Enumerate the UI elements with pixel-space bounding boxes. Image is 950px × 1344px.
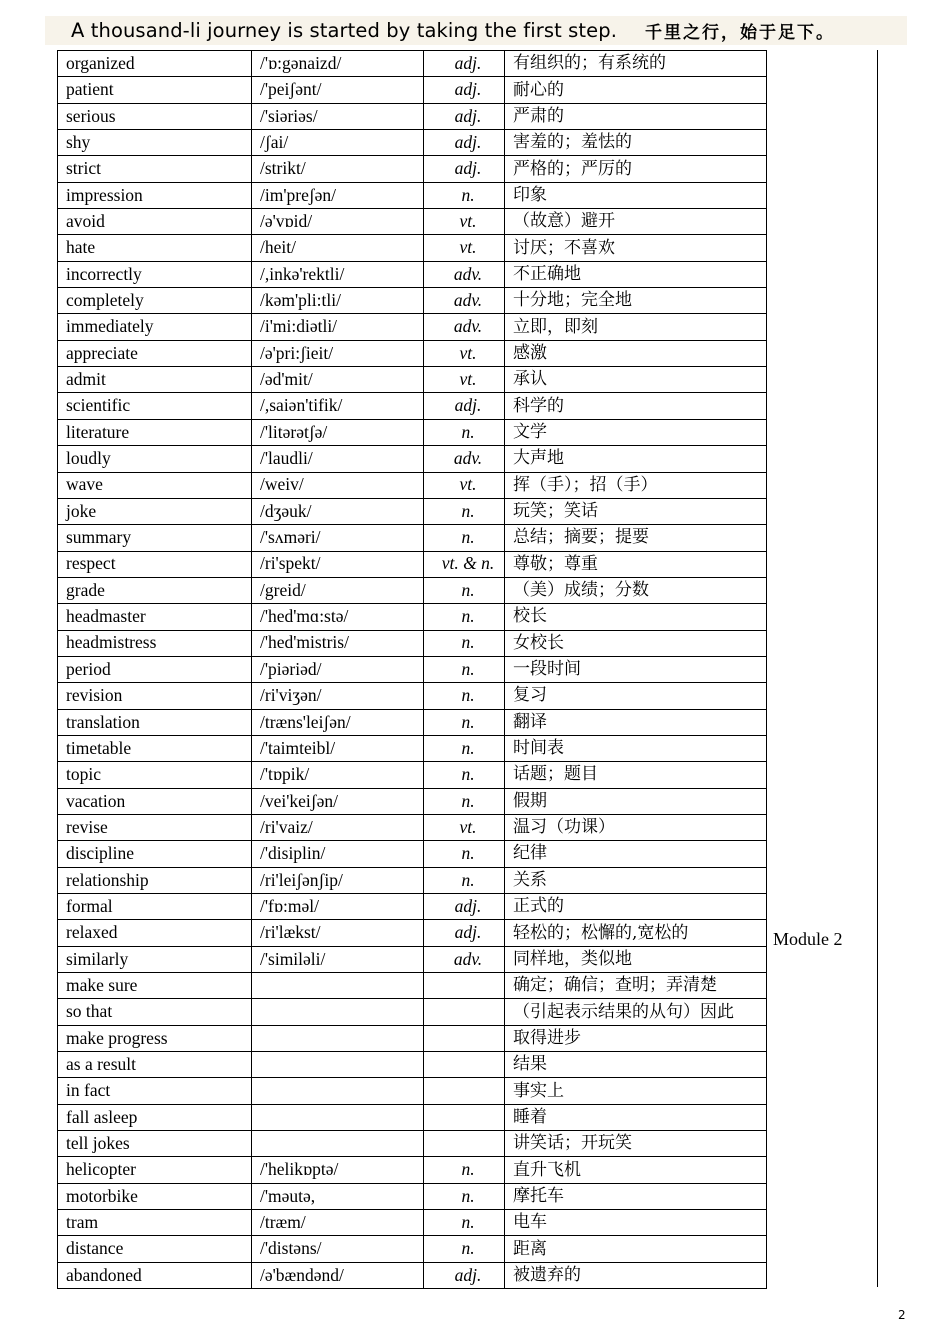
word-cell: distance (58, 1236, 252, 1262)
part-of-speech-cell: adv. (424, 446, 505, 472)
part-of-speech-cell: adj. (424, 156, 505, 182)
meaning-cell: 总结；摘要；提要 (505, 525, 767, 551)
table-row (58, 630, 767, 656)
meaning-cell: 时间表 (505, 735, 767, 761)
phonetic-cell (252, 1104, 424, 1130)
phonetic-cell: /'məutə, (252, 1183, 424, 1209)
part-of-speech-cell: adv. (424, 288, 505, 314)
table-row (58, 261, 767, 287)
word-cell: completely (58, 288, 252, 314)
meaning-cell: （美）成绩；分数 (505, 577, 767, 603)
word-cell: revise (58, 814, 252, 840)
phonetic-cell: /vei'keiʃən/ (252, 788, 424, 814)
meaning-cell: 确定；确信；查明；弄清楚 (505, 973, 767, 999)
phonetic-cell: /ə'vɒid/ (252, 209, 424, 235)
table-row (58, 525, 767, 551)
meaning-cell: 科学的 (505, 393, 767, 419)
phonetic-cell: /'similəli/ (252, 946, 424, 972)
table-row (58, 472, 767, 498)
part-of-speech-cell: n. (424, 735, 505, 761)
meaning-cell: 耐心的 (505, 77, 767, 103)
header-motto-english: A thousand-li journey is started by taking the first step. (71, 19, 618, 42)
table-row (58, 77, 767, 103)
phonetic-cell: /'hed'mɑ:stə/ (252, 604, 424, 630)
header-motto-chinese: 千里之行，始于足下。 (645, 23, 836, 43)
meaning-cell: 文学 (505, 419, 767, 445)
part-of-speech-cell: vt. (424, 235, 505, 261)
part-of-speech-cell: adj. (424, 1262, 505, 1288)
word-cell: similarly (58, 946, 252, 972)
table-row (58, 841, 767, 867)
word-cell: grade (58, 577, 252, 603)
table-row (58, 604, 767, 630)
phonetic-cell: /'piəriəd/ (252, 656, 424, 682)
word-cell: revision (58, 683, 252, 709)
table-row (58, 1236, 767, 1262)
phonetic-cell: /'litərətʃə/ (252, 419, 424, 445)
phonetic-cell: /i'mi:diətli/ (252, 314, 424, 340)
word-cell: as a result (58, 1052, 252, 1078)
part-of-speech-cell: n. (424, 498, 505, 524)
word-cell: vacation (58, 788, 252, 814)
part-of-speech-cell: adj. (424, 51, 505, 77)
meaning-cell: 轻松的；松懈的,宽松的 (505, 920, 767, 946)
meaning-cell: 严格的；严厉的 (505, 156, 767, 182)
table-row (58, 656, 767, 682)
meaning-cell: 害羞的；羞怯的 (505, 130, 767, 156)
table-row (58, 103, 767, 129)
phonetic-cell: /,inkə'rektli/ (252, 261, 424, 287)
meaning-cell: 温习（功课） (505, 814, 767, 840)
phonetic-cell: /ri'vaiz/ (252, 814, 424, 840)
meaning-cell: （故意）避开 (505, 209, 767, 235)
table-row (58, 1052, 767, 1078)
phonetic-cell: /'tɒpik/ (252, 762, 424, 788)
meaning-cell: 电车 (505, 1210, 767, 1236)
part-of-speech-cell: n. (424, 1183, 505, 1209)
table-row (58, 1131, 767, 1157)
part-of-speech-cell (424, 999, 505, 1025)
meaning-cell: 被遗弃的 (505, 1262, 767, 1288)
part-of-speech-cell: n. (424, 656, 505, 682)
meaning-cell: 严肃的 (505, 103, 767, 129)
table-row (58, 367, 767, 393)
table-row (58, 788, 767, 814)
word-cell: scientific (58, 393, 252, 419)
table-row (58, 1183, 767, 1209)
word-cell: relaxed (58, 920, 252, 946)
phonetic-cell: /'siəriəs/ (252, 103, 424, 129)
table-row (58, 973, 767, 999)
word-cell: discipline (58, 841, 252, 867)
word-cell: admit (58, 367, 252, 393)
part-of-speech-cell: n. (424, 1210, 505, 1236)
phonetic-cell: /'fɒ:məl/ (252, 894, 424, 920)
word-cell: patient (58, 77, 252, 103)
meaning-cell: 直升飞机 (505, 1157, 767, 1183)
phonetic-cell: /əd'mit/ (252, 367, 424, 393)
word-cell: formal (58, 894, 252, 920)
word-cell: headmaster (58, 604, 252, 630)
part-of-speech-cell (424, 973, 505, 999)
word-cell: immediately (58, 314, 252, 340)
page-number: 2 (898, 1308, 906, 1322)
phonetic-cell (252, 999, 424, 1025)
module-column-divider (877, 50, 878, 1287)
meaning-cell: 承认 (505, 367, 767, 393)
phonetic-cell: /greid/ (252, 577, 424, 603)
part-of-speech-cell: vt. (424, 367, 505, 393)
meaning-cell: 校长 (505, 604, 767, 630)
word-cell: make progress (58, 1025, 252, 1051)
meaning-cell: 取得进步 (505, 1025, 767, 1051)
meaning-cell: 不正确地 (505, 261, 767, 287)
phonetic-cell: /ə'bændənd/ (252, 1262, 424, 1288)
table-row (58, 393, 767, 419)
table-row (58, 1262, 767, 1288)
part-of-speech-cell: n. (424, 841, 505, 867)
part-of-speech-cell: n. (424, 1236, 505, 1262)
phonetic-cell: /ri'spekt/ (252, 551, 424, 577)
table-row (58, 551, 767, 577)
table-row (58, 209, 767, 235)
meaning-cell: 同样地，类似地 (505, 946, 767, 972)
phonetic-cell: /ri'viʒən/ (252, 683, 424, 709)
word-cell: translation (58, 709, 252, 735)
word-cell: period (58, 656, 252, 682)
table-row (58, 1025, 767, 1051)
table-row (58, 920, 767, 946)
word-cell: timetable (58, 735, 252, 761)
meaning-cell: 一段时间 (505, 656, 767, 682)
meaning-cell: 距离 (505, 1236, 767, 1262)
phonetic-cell: /ʃai/ (252, 130, 424, 156)
table-row (58, 156, 767, 182)
word-cell: make sure (58, 973, 252, 999)
meaning-cell: 感激 (505, 340, 767, 366)
phonetic-cell: /'ɒ:gənaizd/ (252, 51, 424, 77)
meaning-cell: 结果 (505, 1052, 767, 1078)
word-cell: summary (58, 525, 252, 551)
part-of-speech-cell: vt. (424, 814, 505, 840)
word-cell: in fact (58, 1078, 252, 1104)
table-row (58, 1157, 767, 1183)
phonetic-cell: /ri'lækst/ (252, 920, 424, 946)
word-cell: avoid (58, 209, 252, 235)
meaning-cell: 话题；题目 (505, 762, 767, 788)
part-of-speech-cell: adj. (424, 393, 505, 419)
phonetic-cell: /heit/ (252, 235, 424, 261)
table-row (58, 446, 767, 472)
part-of-speech-cell: n. (424, 419, 505, 445)
phonetic-cell: /,saiən'tifik/ (252, 393, 424, 419)
meaning-cell: 假期 (505, 788, 767, 814)
part-of-speech-cell: n. (424, 182, 505, 208)
word-cell: literature (58, 419, 252, 445)
word-cell: motorbike (58, 1183, 252, 1209)
word-cell: helicopter (58, 1157, 252, 1183)
word-cell: shy (58, 130, 252, 156)
meaning-cell: 复习 (505, 683, 767, 709)
meaning-cell: 女校长 (505, 630, 767, 656)
part-of-speech-cell: n. (424, 525, 505, 551)
word-cell: so that (58, 999, 252, 1025)
word-cell: joke (58, 498, 252, 524)
phonetic-cell: /strikt/ (252, 156, 424, 182)
word-cell: strict (58, 156, 252, 182)
part-of-speech-cell: adv. (424, 261, 505, 287)
part-of-speech-cell: n. (424, 867, 505, 893)
word-cell: incorrectly (58, 261, 252, 287)
table-row (58, 314, 767, 340)
phonetic-cell (252, 1025, 424, 1051)
word-cell: fall asleep (58, 1104, 252, 1130)
phonetic-cell (252, 1131, 424, 1157)
table-row (58, 130, 767, 156)
meaning-cell: 挥（手）；招（手） (505, 472, 767, 498)
phonetic-cell: /'helikɒptə/ (252, 1157, 424, 1183)
phonetic-cell: /weiv/ (252, 472, 424, 498)
table-row (58, 235, 767, 261)
table-row (58, 762, 767, 788)
phonetic-cell: /'taimteibl/ (252, 735, 424, 761)
word-cell: abandoned (58, 1262, 252, 1288)
phonetic-cell: /kəm'pli:tli/ (252, 288, 424, 314)
meaning-cell: 十分地；完全地 (505, 288, 767, 314)
part-of-speech-cell: n. (424, 788, 505, 814)
page-header (45, 16, 907, 45)
meaning-cell: 摩托车 (505, 1183, 767, 1209)
meaning-cell: 立即，即刻 (505, 314, 767, 340)
module-label: Module 2 (773, 929, 843, 949)
meaning-cell: （引起表示结果的从句）因此 (505, 999, 767, 1025)
meaning-cell: 翻译 (505, 709, 767, 735)
meaning-cell: 事实上 (505, 1078, 767, 1104)
part-of-speech-cell: n. (424, 604, 505, 630)
table-row (58, 182, 767, 208)
table-row (58, 709, 767, 735)
table-row (58, 1210, 767, 1236)
part-of-speech-cell (424, 1052, 505, 1078)
part-of-speech-cell (424, 1131, 505, 1157)
table-row (58, 577, 767, 603)
phonetic-cell (252, 1078, 424, 1104)
phonetic-cell: /'disiplin/ (252, 841, 424, 867)
phonetic-cell: /dʒəuk/ (252, 498, 424, 524)
table-row (58, 340, 767, 366)
meaning-cell: 有组织的；有系统的 (505, 51, 767, 77)
vocabulary-table-body (58, 51, 767, 1289)
part-of-speech-cell: n. (424, 762, 505, 788)
part-of-speech-cell: vt. (424, 472, 505, 498)
phonetic-cell: /træns'leiʃən/ (252, 709, 424, 735)
part-of-speech-cell: adj. (424, 894, 505, 920)
word-cell: respect (58, 551, 252, 577)
part-of-speech-cell: adj. (424, 920, 505, 946)
phonetic-cell: /'hed'mistris/ (252, 630, 424, 656)
table-row (58, 1078, 767, 1104)
table-row (58, 894, 767, 920)
part-of-speech-cell (424, 1025, 505, 1051)
part-of-speech-cell: adv. (424, 946, 505, 972)
part-of-speech-cell: n. (424, 683, 505, 709)
phonetic-cell: /ri'leiʃənʃip/ (252, 867, 424, 893)
part-of-speech-cell: n. (424, 577, 505, 603)
word-cell: appreciate (58, 340, 252, 366)
meaning-cell: 大声地 (505, 446, 767, 472)
phonetic-cell: /ə'pri:ʃieit/ (252, 340, 424, 366)
part-of-speech-cell: n. (424, 709, 505, 735)
phonetic-cell (252, 973, 424, 999)
phonetic-cell (252, 1052, 424, 1078)
word-cell: hate (58, 235, 252, 261)
table-row (58, 867, 767, 893)
part-of-speech-cell (424, 1104, 505, 1130)
part-of-speech-cell: vt. (424, 209, 505, 235)
table-row (58, 946, 767, 972)
meaning-cell: 纪律 (505, 841, 767, 867)
word-cell: impression (58, 182, 252, 208)
part-of-speech-cell: n. (424, 630, 505, 656)
part-of-speech-cell: adv. (424, 314, 505, 340)
phonetic-cell: /im'preʃən/ (252, 182, 424, 208)
meaning-cell: 睡着 (505, 1104, 767, 1130)
word-cell: loudly (58, 446, 252, 472)
part-of-speech-cell: vt. (424, 340, 505, 366)
table-row (58, 683, 767, 709)
meaning-cell: 玩笑；笑话 (505, 498, 767, 524)
phonetic-cell: /'peiʃənt/ (252, 77, 424, 103)
part-of-speech-cell: n. (424, 1157, 505, 1183)
table-row (58, 419, 767, 445)
phonetic-cell: /'distəns/ (252, 1236, 424, 1262)
word-cell: serious (58, 103, 252, 129)
phonetic-cell: /træm/ (252, 1210, 424, 1236)
meaning-cell: 关系 (505, 867, 767, 893)
part-of-speech-cell: adj. (424, 103, 505, 129)
table-row (58, 999, 767, 1025)
word-cell: topic (58, 762, 252, 788)
part-of-speech-cell: adj. (424, 77, 505, 103)
word-cell: headmistress (58, 630, 252, 656)
vocabulary-table (57, 50, 767, 1289)
part-of-speech-cell: adj. (424, 130, 505, 156)
table-row (58, 1104, 767, 1130)
phonetic-cell: /'sʌməri/ (252, 525, 424, 551)
table-row (58, 51, 767, 77)
part-of-speech-cell: vt. & n. (424, 551, 505, 577)
word-cell: relationship (58, 867, 252, 893)
table-row (58, 814, 767, 840)
word-cell: tell jokes (58, 1131, 252, 1157)
word-cell: tram (58, 1210, 252, 1236)
meaning-cell: 讲笑话；开玩笑 (505, 1131, 767, 1157)
phonetic-cell: /'laudli/ (252, 446, 424, 472)
word-cell: wave (58, 472, 252, 498)
meaning-cell: 讨厌；不喜欢 (505, 235, 767, 261)
meaning-cell: 尊敬；尊重 (505, 551, 767, 577)
meaning-cell: 印象 (505, 182, 767, 208)
word-cell: organized (58, 51, 252, 77)
table-row (58, 288, 767, 314)
meaning-cell: 正式的 (505, 894, 767, 920)
table-row (58, 498, 767, 524)
table-row (58, 735, 767, 761)
part-of-speech-cell (424, 1078, 505, 1104)
